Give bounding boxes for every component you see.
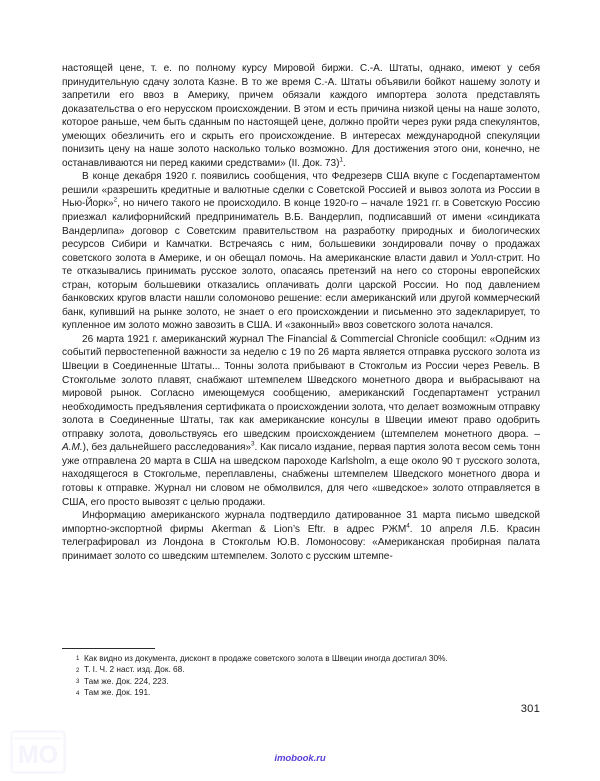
paragraph-3	[62, 333, 540, 509]
footnote-number-4: 4	[76, 689, 80, 697]
page-number: 301	[520, 703, 540, 715]
footnote-number-3: 3	[76, 678, 80, 686]
footnote-item-1	[62, 653, 540, 664]
paragraph-3-seg-0: 26 марта 1921 г. американский журнал	[82, 333, 267, 345]
footnote-text-3: Там же. Док. 224, 223.	[84, 675, 169, 686]
paragraph-2	[62, 170, 540, 333]
author-initials-note: А.М.	[62, 442, 83, 454]
footnote-text-4: Там же. Док. 191.	[84, 687, 151, 698]
footnote-number-1: 1	[76, 655, 80, 663]
footnote-number-2: 2	[76, 666, 80, 674]
paragraph-3-seg-8: , а еще около 90 т русского золота, находящегося в Стокгольме, переплавлены, снабжены штемпелем Шведского монетного двора и готовы к отправке. Журнал ни словом не обмолвился, для чего «шведское» золото отправляется в США, его просто вывозят с целью продажи.	[62, 455, 540, 508]
paragraph-1-tail: .	[342, 157, 346, 169]
footnotes-section	[62, 648, 540, 699]
paragraph-4-seg-4: . 10 апреля Л.Б. Красин телеграфировал из Лондона в Стокгольм Ю.В. Ломоносову: «Американская пробирная палата принимает золото со шведским штемпелем. Золото с русским штемпе-	[62, 523, 540, 562]
imobook-site-watermark: imobook.ru	[274, 753, 326, 764]
paragraph-4-seg-0: Информацию американского журнала подтвердило датированное 31 марта письмо шведской импортно-экспортной фирмы	[62, 510, 540, 535]
footnote-item-4	[62, 687, 540, 698]
footnote-ref-3[interactable]: 3	[251, 440, 255, 448]
paragraph-4	[62, 509, 540, 563]
page-text-block	[62, 62, 540, 563]
paragraph-3-seg-2: сообщил: «Одним из событий первостепенной важности за неделю с 19 по 26 марта является отправка русского золота из Швеции в Соединенные Штаты... Тонны золота прибывают в Стокгольм из России через Ревель. В Стокгольме золото плавят, снабжают штемпелем Шведского монетного двора и выбрасывают на мировой рынок. Согласно имеющемуся сообщению, американский Госдепартамент устранил необходимость предъявления сертификата о происхождении золота, что делает возможным отправку золота в Соединенные Штаты, так как американские консулы в Швеции имеют право одобрить отправку золота, довольствуясь его шведским происхождением (штемпелем монетного двора. –	[62, 333, 540, 440]
footnote-text-1: Как видно из документа, дисконт в продаже советского золота в Швеции иногда достигал 30%.	[84, 653, 448, 663]
footnote-text-2: Т. I. Ч. 2 наст. изд. Док. 68.	[84, 664, 185, 675]
footnote-ref-2[interactable]: 2	[113, 197, 118, 205]
imobook-logo-watermark-icon	[9, 729, 67, 775]
ship-name-karlsholm: Karlsholm	[330, 455, 375, 467]
paragraph-1-text: настоящей цене, т. е. по полному курсу Мировой биржи. С.-А. Штаты, однако, имеют у себя принудительную сдачу золота Казне. В то же время С.-А. Штаты объявили бойкот нашему золоту и запретили его ввоз в Америку, причем обязали каждого импортера золота представлять доказательства о его нерусском происхождении. В этом и есть причина низкой цены на наше золото, которое раньше, чем быть сданным по настоящей цене, должно пройти через руки ряда спекулянтов, умеющих обезличить его и скрыть его происхождение. В интересах международной спекуляции понизить цену на наше золото насколько только возможно. Для достижения этого они, конечно, не останавливаются ни перед какими средствами» (II. Док. 73)	[62, 63, 540, 169]
footnote-ref-1[interactable]: 1	[339, 156, 343, 164]
footnote-ref-4[interactable]: 4	[406, 522, 410, 530]
footnote-separator-rule	[62, 648, 155, 649]
paragraph-4-seg-2: в адрес РЖМ	[325, 523, 407, 535]
paragraph-3-seg-4: ), без дальнейшего расследования»	[82, 442, 252, 454]
firm-name-akerman-lions-eftr: Akerman & Lion’s Eftr.	[211, 523, 326, 535]
svg-text:MO: MO	[17, 741, 59, 769]
paragraph-3-seg-6: . Как писало издание, первая партия золота весом семь тонн уже отправлена 20 марта в США на шведском пароходе	[62, 442, 540, 467]
paragraph-2-seg-0: В конце декабря 1920 г. появились сообщения, что Федрезерв США вкупе с Госдепартаментом решили «разрешить кредитные и валютные сделки с Советской Россией и вывоз золота из России в Нью-Йорк»	[62, 171, 540, 210]
footnote-item-3	[62, 676, 540, 687]
footnote-item-2	[62, 664, 540, 675]
paragraph-1	[62, 62, 540, 170]
footnote-list	[62, 653, 540, 699]
journal-title-financial-commercial-chronicle: The Financial & Commercial Chronicle	[266, 333, 439, 345]
paragraph-2-seg-2: , но ничего такого не происходило. В конце 1920-го – начале 1921 гг. в Советскую Россию приезжал калифорнийский предприниматель В.Б. Вандерлип, подписавший от имени «синдиката Вандерлипа» договор с Советским правительством на разработку природных и биологических ресурсов Сибири и Камчатки. Встречаясь с ним, большевики зондировали почву о продажах советского золота в Америке, и он обещал помочь. На американские власти давил и Уолл-стрит. Но те отказывались принимать русское золото, опасаясь претензий на него со стороны европейских стран, которым большевики отказались оплачивать долги царской России. Но под давлением банковских кругов власти нашли соломоново решение: если американский или другой коммерческий банк, купивший на рынке золото, не знает о его происхождении и письменно это задекларирует, то купленное им золото можно завозить в США. И «законный» ввоз советского золота начался.	[62, 198, 540, 332]
